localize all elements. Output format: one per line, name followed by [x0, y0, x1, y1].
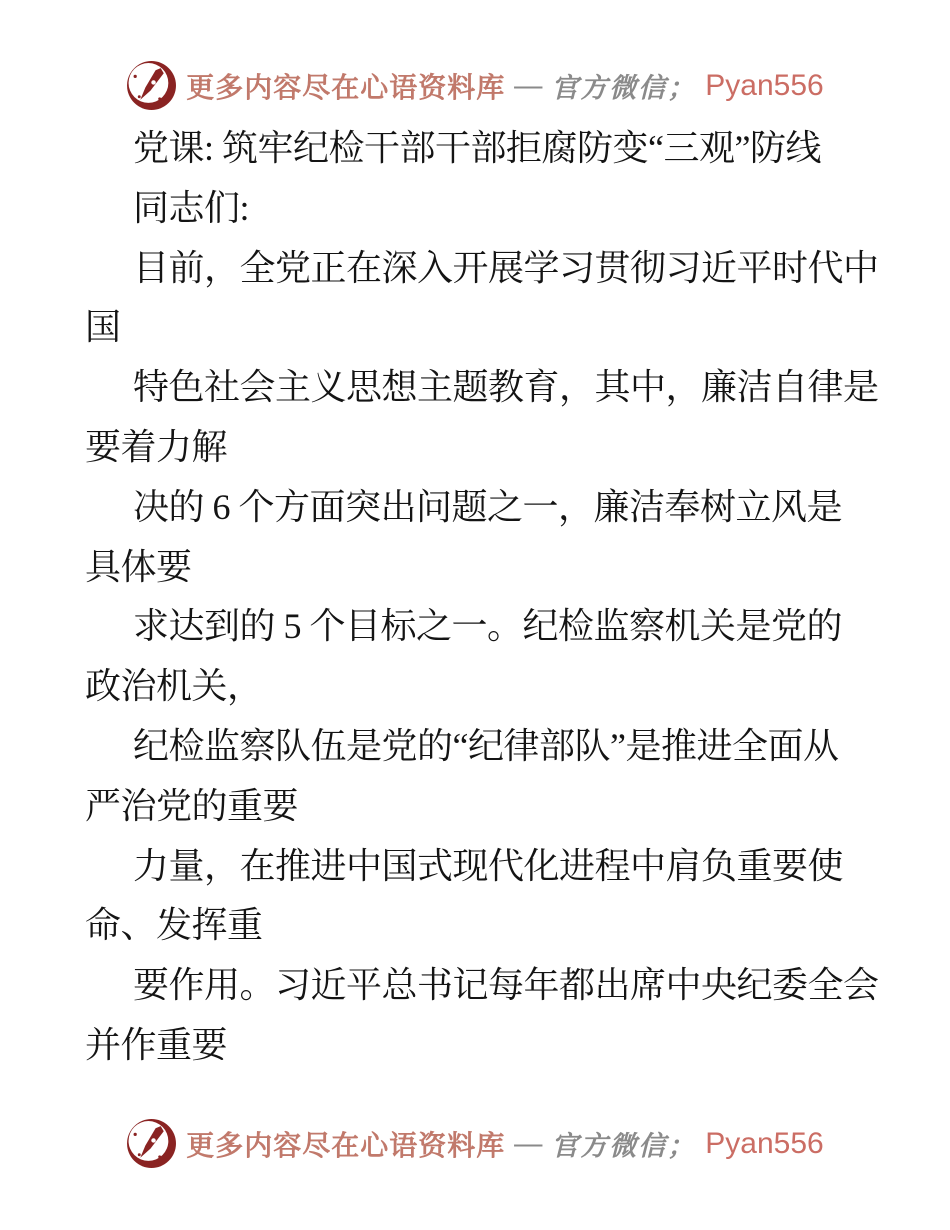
wechat-id: Pyan556: [705, 68, 824, 102]
document-line: 要作用。习近平总书记每年都出席中央纪委全会: [133, 965, 879, 1006]
dash-separator: —: [514, 1127, 543, 1159]
document-line: 目前，全党正在深入开展学习贯彻习近平时代中: [133, 247, 879, 288]
pen-swirl-logo-icon: [126, 60, 177, 111]
document-line: 政治机关，: [85, 666, 263, 707]
footer-watermark: [0, 1118, 950, 1169]
wechat-label: 官方微信；: [551, 1131, 697, 1161]
wechat-label: 官方微信；: [551, 73, 697, 103]
dash-separator: —: [514, 69, 543, 101]
document-line: 国: [85, 307, 121, 348]
document-line: 党课: 筑牢纪检干部干部拒腐防变“三观”防线: [133, 128, 821, 168]
document-line: 并作重要: [85, 1024, 228, 1065]
document-line: 特色社会主义思想主题教育，其中，廉洁自律是: [133, 367, 879, 408]
brand-text: 更多内容尽在心语资料库: [186, 1130, 506, 1162]
pen-swirl-logo-icon: [126, 1118, 177, 1169]
wechat-id: Pyan556: [705, 1126, 824, 1160]
document-line: 命、发挥重: [85, 905, 263, 946]
document-line: 求达到的 5 个目标之一。纪检监察机关是党的: [133, 606, 843, 647]
document-body: [85, 119, 885, 1076]
header-watermark: [0, 60, 950, 111]
document-line: 纪检监察队伍是党的“纪律部队”是推进全面从: [133, 725, 839, 766]
brand-text: 更多内容尽在心语资料库: [186, 72, 506, 104]
document-line: 决的 6 个方面突出问题之一，廉洁奉树立风是: [133, 486, 843, 527]
document-line: 同志们:: [133, 187, 250, 228]
document-line: 要着力解: [85, 426, 228, 467]
document-line: 严治党的重要: [85, 785, 299, 826]
document-line: 力量，在推进中国式现代化进程中肩负重要使: [133, 845, 844, 886]
document-line: 具体要: [85, 546, 192, 587]
